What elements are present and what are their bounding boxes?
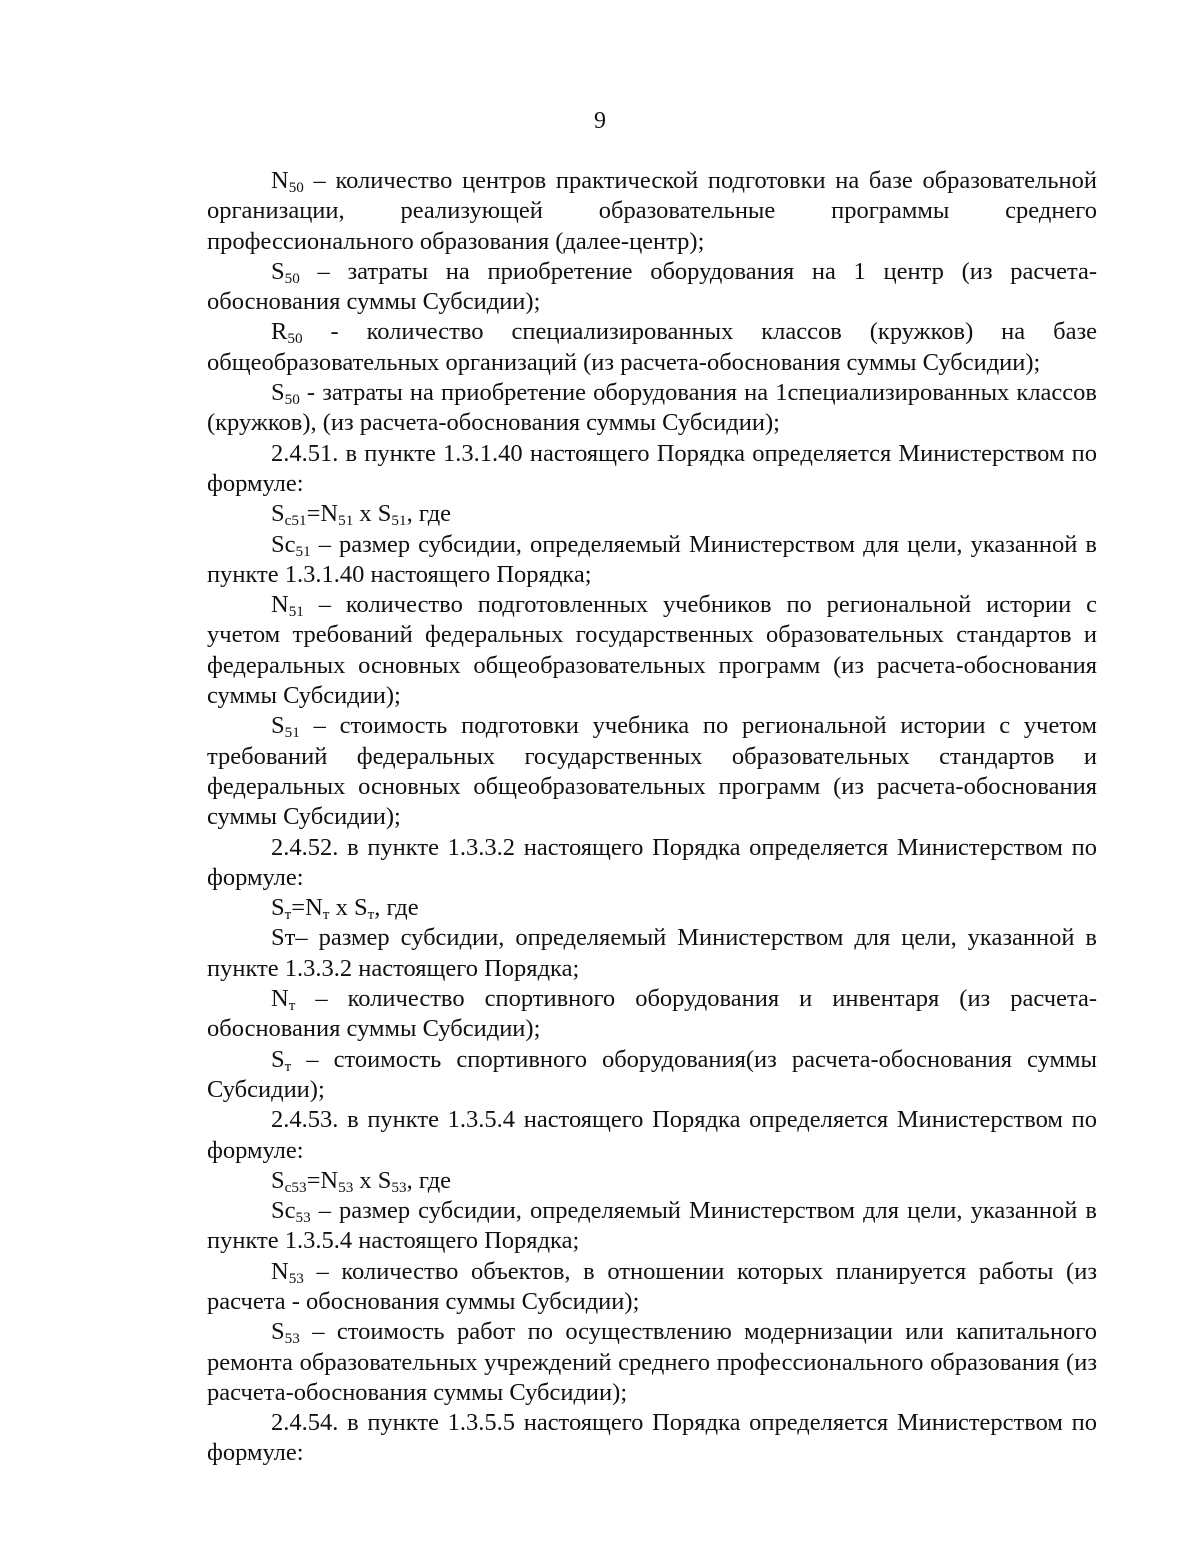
- formula: $S_{c51}=N_{51}$ x $S_{51}$, где: [271, 500, 452, 530]
- paragraph: $Sc_{53}$ – размер субсидии, определяемый Министерством для цели, указанной в пункте 1.3.5.4 настоящего Порядка;: [207, 1197, 1097, 1255]
- section-paragraph: 2.4.52. в пункте 1.3.3.2 настоящего Порядка определяется Министерством по формуле:: [207, 833, 1097, 891]
- paragraph: $S_{50}$ - затраты на приобретение оборудования на 1специализированных классов (кружков), (из расчета-обоснования суммы Субсидии);: [207, 379, 1097, 437]
- document-body: [207, 166, 1097, 1469]
- paragraph: $N_{53}$ – количество объектов, в отношении которых планируется работы (из расчета - обоснования суммы Субсидии);: [207, 1257, 1097, 1315]
- section-paragraph: 2.4.54. в пункте 1.3.5.5 настоящего Порядка определяется Министерством по формуле:: [207, 1409, 1097, 1467]
- page-number: 9: [594, 108, 606, 134]
- section-paragraph: 2.4.51. в пункте 1.3.1.40 настоящего Порядка определяется Министерством по формуле:: [207, 439, 1097, 497]
- paragraph: $N_{50}$ – количество центров практической подготовки на базе образовательной организации, реализующей образовательные программы среднего профессионального образования (далее-центр);: [207, 167, 1097, 255]
- paragraph: $Sc_{51}$ – размер субсидии, определяемый Министерством для цели, указанной в пункте 1.3.1.40 настоящего Порядка;: [207, 530, 1097, 588]
- paragraph: $S_{50}$ – затраты на приобретение оборудования на 1 центр (из расчета-обоснования суммы Субсидии);: [207, 257, 1097, 316]
- formula: $S_{c53}=N_{53}$ x $S_{53}$, где: [271, 1166, 452, 1196]
- paragraph: $S_{51}$ – стоимость подготовки учебника по региональной истории с учетом требований федеральных государственных образовательных стандартов и федеральных основных общеобразовательных программ (из расчета-обоснования суммы Субсидии);: [207, 712, 1097, 831]
- formula: $S_т=N_т$ x $S_т$, где: [271, 894, 419, 923]
- paragraph: $S_{53}$ – стоимость работ по осуществлению модернизации или капитального ремонта образовательных учреждений среднего профессионального образования (из расчета-обоснования суммы Субсидии);: [207, 1318, 1097, 1406]
- paragraph: Sт– размер субсидии, определяемый Министерством для цели, указанной в пункте 1.3.3.2 настоящего Порядка;: [207, 924, 1097, 982]
- section-paragraph: 2.4.53. в пункте 1.3.5.4 настоящего Порядка определяется Министерством по формуле:: [207, 1106, 1097, 1164]
- paragraph: $N_т$ – количество спортивного оборудования и инвентаря (из расчета-обоснования суммы Субсидии);: [207, 985, 1097, 1043]
- paragraph: $N_{51}$ – количество подготовленных учебников по региональной истории с учетом требований федеральных государственных образовательных стандартов и федеральных основных общеобразовательных программ (из расчета-обоснования суммы Субсидии);: [207, 591, 1097, 710]
- paragraph: $R_{50}$ - количество специализированных классов (кружков) на базе общеобразовательных организаций (из расчета-обоснования суммы Субсидии);: [207, 318, 1097, 376]
- paragraph: $S_т$ – стоимость спортивного оборудования(из расчета-обоснования суммы Субсидии);: [207, 1045, 1097, 1103]
